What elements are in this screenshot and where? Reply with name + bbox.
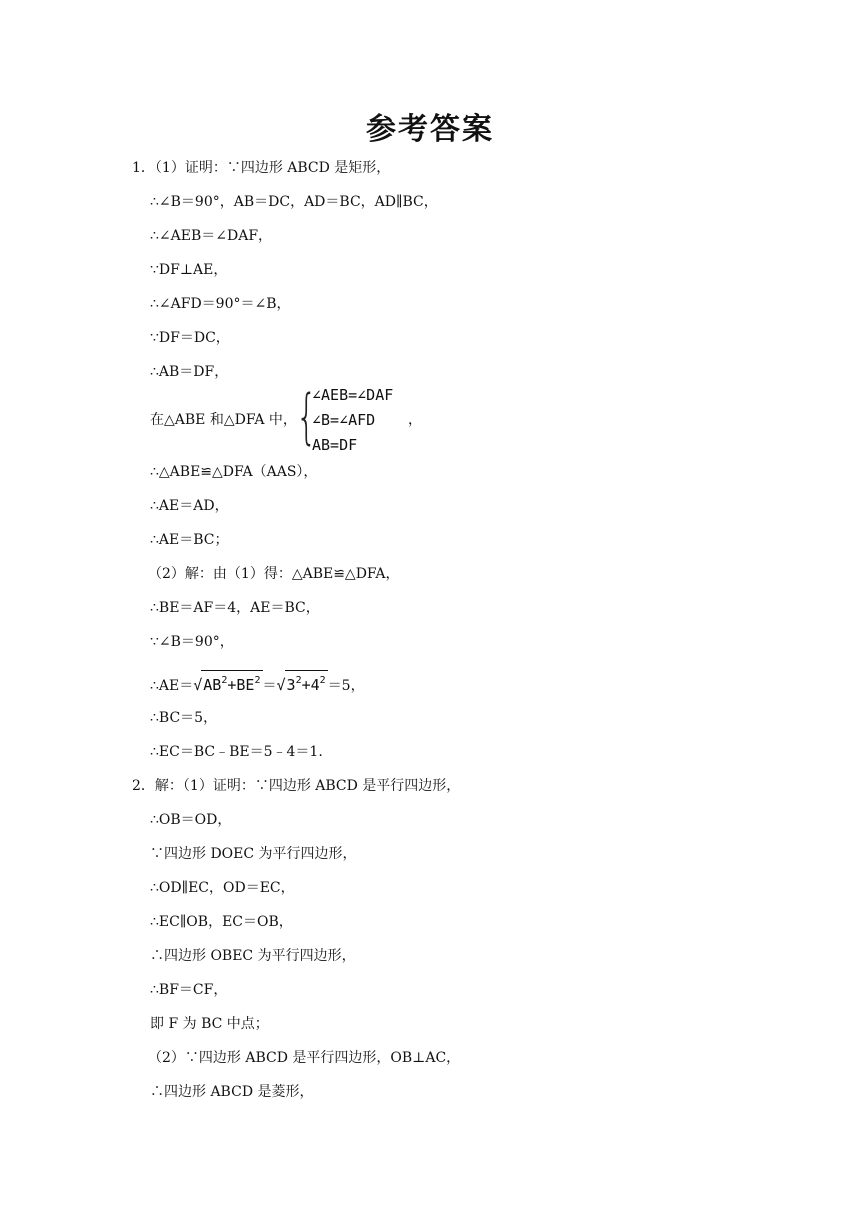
formula-result: ＝5， bbox=[327, 678, 365, 694]
part-2-heading: （2）∵四边形 ABCD 是平行四边形，OB⊥AC， bbox=[148, 1050, 461, 1066]
radicand-term: +4 bbox=[301, 676, 320, 694]
brace-condition-1: ∠AEB=∠DAF bbox=[312, 386, 394, 404]
part-2-heading: （2）解：由（1）得：△ABE≌△DFA， bbox=[148, 566, 400, 582]
page-title: 参考答案 bbox=[366, 112, 494, 147]
problem-1-heading: 1．（1）证明：∵四边形 ABCD 是矩形， bbox=[132, 160, 391, 176]
solution-line: 即 F 为 BC 中点； bbox=[150, 1016, 269, 1032]
solution-line: ∴∠B＝90°，AB＝DC，AD＝BC，AD∥BC， bbox=[150, 194, 438, 210]
solution-line: ∴△ABE≌△DFA（AAS）， bbox=[150, 464, 318, 480]
solution-line: ∵四边形 DOEC 为平行四边形， bbox=[150, 846, 357, 862]
solution-line: ∴BC＝5， bbox=[150, 710, 218, 726]
brace-trailing-comma: ， bbox=[408, 412, 422, 428]
solution-line: ∴EC＝BC﹣BE＝5﹣4＝1. bbox=[150, 744, 323, 760]
radicand-term: +BE bbox=[227, 676, 255, 694]
equals-sign: ＝ bbox=[262, 678, 277, 694]
exponent: 2 bbox=[254, 675, 261, 686]
left-brace-icon: { bbox=[296, 382, 318, 452]
exponent: 2 bbox=[221, 675, 228, 686]
brace-condition-2: ∠B=∠AFD bbox=[312, 411, 376, 429]
solution-line: ∴OB＝OD， bbox=[150, 812, 232, 828]
solution-line: ∵DF⊥AE， bbox=[150, 262, 228, 278]
solution-line: ∴AE＝AD， bbox=[150, 498, 229, 514]
solution-line: ∴AB＝DF， bbox=[150, 364, 229, 380]
solution-line: ∴四边形 OBEC 为平行四边形， bbox=[150, 948, 356, 964]
solution-line: ∴AE＝BC； bbox=[150, 532, 229, 548]
solution-line: ∵∠B＝90°， bbox=[150, 634, 234, 650]
solution-line: ∴OD∥EC，OD＝EC， bbox=[150, 880, 295, 896]
solution-line: ∴BF＝CF， bbox=[150, 982, 228, 998]
problem-2-heading: 2．解：（1）证明：∵四边形 ABCD 是平行四边形， bbox=[132, 778, 461, 794]
radicand-term: AB bbox=[203, 676, 222, 694]
radicand-term: 3 bbox=[286, 676, 296, 694]
sqrt-expression: $√3^2+4^2$ bbox=[277, 676, 328, 694]
solution-line: ∴EC∥OB，EC＝OB， bbox=[150, 914, 293, 930]
formula-prefix: ∴AE＝ bbox=[150, 678, 194, 694]
sqrt-expression: $√AB^2+BE^2$ bbox=[193, 676, 262, 694]
solution-line: ∴四边形 ABCD 是菱形， bbox=[150, 1084, 314, 1100]
pythagorean-line bbox=[150, 670, 365, 696]
brace-condition-3: AB=DF bbox=[312, 436, 358, 454]
solution-line: ∴BE＝AF＝4，AE＝BC， bbox=[150, 600, 320, 616]
solution-line: ∴∠AEB＝∠DAF， bbox=[150, 228, 273, 244]
solution-line: ∴∠AFD＝90°＝∠B， bbox=[150, 296, 291, 312]
exponent: 2 bbox=[295, 675, 302, 686]
exponent: 2 bbox=[319, 675, 326, 686]
condition-brace-system bbox=[296, 382, 422, 456]
solution-line: ∵DF＝DC， bbox=[150, 330, 230, 346]
congruence-intro: 在△ABE 和△DFA 中， bbox=[150, 412, 297, 428]
